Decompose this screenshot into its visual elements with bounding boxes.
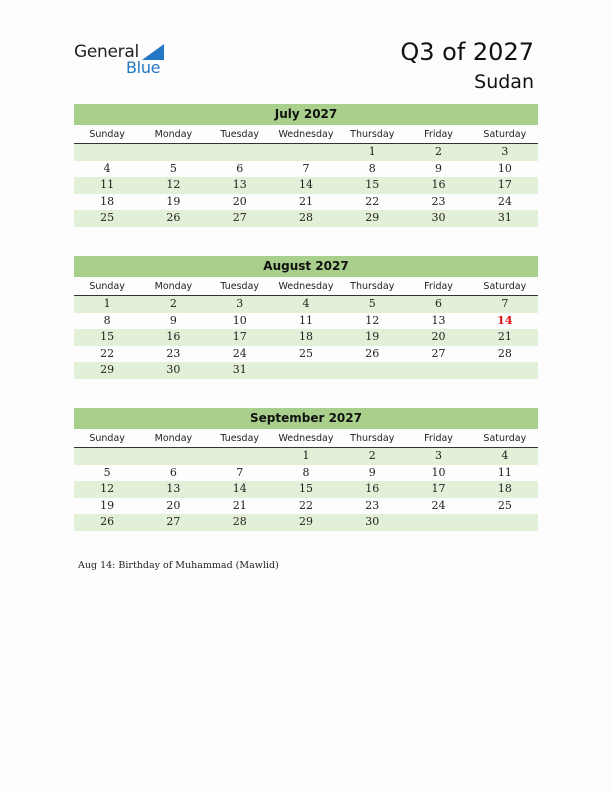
country-name: Sudan — [474, 71, 534, 93]
day-cell: 18 — [298, 330, 313, 344]
weekday-label: Tuesday — [220, 129, 260, 140]
day-cell: 13 — [232, 178, 247, 192]
week-row — [74, 465, 538, 482]
day-cell: 30 — [166, 363, 181, 377]
day-cell: 19 — [365, 330, 380, 344]
day-cell: 21 — [232, 498, 247, 512]
day-cell: 10 — [232, 313, 247, 327]
month-calendar-august — [74, 256, 538, 379]
day-cell — [273, 362, 339, 379]
day-cell — [339, 362, 405, 379]
day-cell: 28 — [497, 346, 512, 360]
day-cell: 7 — [501, 297, 509, 310]
day-cell: 15 — [100, 330, 115, 344]
day-cell: 25 — [100, 211, 115, 225]
day-cell: 22 — [100, 346, 115, 360]
day-cell: 4 — [103, 161, 111, 175]
weekday-label: Thursday — [350, 129, 395, 140]
day-cell: 1 — [368, 145, 376, 158]
day-cell: 11 — [100, 178, 115, 192]
weekday-label: Saturday — [483, 281, 527, 292]
day-cell: 28 — [232, 515, 247, 529]
day-cell: 14 — [298, 178, 313, 192]
weekday-label: Thursday — [350, 433, 395, 444]
day-cell: 15 — [365, 178, 380, 192]
logo-general-text: General — [74, 42, 139, 62]
day-cell: 1 — [103, 297, 111, 310]
day-cell: 7 — [236, 465, 244, 479]
day-cell: 16 — [166, 330, 181, 344]
week-row — [74, 144, 538, 161]
holiday-note: Aug 14: Birthday of Muhammad (Mawlid) — [78, 560, 279, 571]
day-cell: 11 — [298, 313, 313, 327]
weekday-label: Sunday — [89, 433, 125, 444]
day-cell: 29 — [365, 211, 380, 225]
holiday-day-cell: 14 — [497, 313, 513, 327]
day-cell — [405, 362, 471, 379]
general-blue-logo — [74, 42, 174, 78]
day-cell: 14 — [232, 482, 247, 496]
day-cell: 11 — [497, 465, 512, 479]
weekday-header-row — [74, 279, 538, 296]
day-cell: 24 — [431, 498, 446, 512]
day-cell: 3 — [501, 145, 509, 158]
day-cell — [273, 144, 339, 161]
weekday-header-row — [74, 431, 538, 448]
day-cell: 8 — [302, 465, 310, 479]
week-row — [74, 514, 538, 531]
day-cell: 2 — [169, 297, 177, 310]
day-cell: 12 — [100, 482, 115, 496]
day-cell: 26 — [100, 515, 115, 529]
day-cell: 29 — [298, 515, 313, 529]
day-cell: 12 — [166, 178, 181, 192]
weekday-label: Wednesday — [278, 433, 334, 444]
day-cell: 4 — [501, 449, 509, 462]
week-row — [74, 448, 538, 465]
week-row — [74, 194, 538, 211]
day-cell: 2 — [368, 449, 376, 462]
weekday-label: Friday — [424, 129, 453, 140]
day-cell: 17 — [431, 482, 446, 496]
day-cell: 5 — [103, 465, 111, 479]
day-cell: 1 — [302, 449, 310, 462]
day-cell: 8 — [368, 161, 376, 175]
day-cell: 3 — [435, 449, 443, 462]
week-row — [74, 481, 538, 498]
day-cell: 20 — [166, 498, 181, 512]
day-cell: 31 — [497, 211, 512, 225]
week-row — [74, 346, 538, 363]
day-cell: 12 — [365, 313, 380, 327]
day-cell: 18 — [497, 482, 512, 496]
day-cell: 17 — [232, 330, 247, 344]
day-cell: 4 — [302, 297, 310, 310]
day-cell: 23 — [431, 194, 446, 208]
day-cell: 26 — [365, 346, 380, 360]
day-cell: 23 — [166, 346, 181, 360]
day-cell: 8 — [103, 313, 111, 327]
month-title: July 2027 — [74, 104, 538, 125]
week-row — [74, 296, 538, 313]
week-row — [74, 161, 538, 178]
day-cell: 19 — [166, 194, 181, 208]
weekday-label: Monday — [154, 281, 193, 292]
day-cell: 5 — [368, 297, 376, 310]
weekday-label: Monday — [154, 433, 193, 444]
month-title: August 2027 — [74, 256, 538, 277]
day-cell — [472, 514, 538, 531]
week-row — [74, 313, 538, 330]
weekday-label: Friday — [424, 281, 453, 292]
day-cell: 9 — [368, 465, 376, 479]
week-row — [74, 329, 538, 346]
month-calendar-july — [74, 104, 538, 227]
page-title: Q3 of 2027 — [400, 38, 534, 66]
day-cell: 20 — [232, 194, 247, 208]
week-row — [74, 210, 538, 227]
day-cell: 22 — [365, 194, 380, 208]
weekday-label: Monday — [154, 129, 193, 140]
day-cell — [472, 362, 538, 379]
day-cell: 2 — [435, 145, 443, 158]
day-cell — [405, 514, 471, 531]
day-cell: 6 — [236, 161, 244, 175]
day-cell: 9 — [435, 161, 443, 175]
day-cell: 25 — [497, 498, 512, 512]
weekday-label: Sunday — [89, 129, 125, 140]
logo-blue-text: Blue — [126, 58, 161, 77]
day-cell: 6 — [435, 297, 443, 310]
day-cell: 13 — [431, 313, 446, 327]
day-cell: 13 — [166, 482, 181, 496]
weekday-label: Saturday — [483, 433, 527, 444]
day-cell: 21 — [497, 330, 512, 344]
day-cell: 7 — [302, 161, 310, 175]
week-row — [74, 498, 538, 515]
day-cell — [74, 144, 140, 161]
day-cell — [207, 144, 273, 161]
weekday-label: Saturday — [483, 129, 527, 140]
day-cell: 22 — [298, 498, 313, 512]
month-title: September 2027 — [74, 408, 538, 429]
day-cell: 24 — [497, 194, 512, 208]
day-cell: 16 — [365, 482, 380, 496]
day-cell: 15 — [298, 482, 313, 496]
day-cell: 20 — [431, 330, 446, 344]
day-cell: 17 — [497, 178, 512, 192]
weekday-label: Wednesday — [278, 129, 334, 140]
weekday-header-row — [74, 127, 538, 144]
day-cell: 27 — [166, 515, 181, 529]
day-cell: 10 — [497, 161, 512, 175]
day-cell: 27 — [431, 346, 446, 360]
day-cell: 23 — [365, 498, 380, 512]
day-cell: 29 — [100, 363, 115, 377]
weekday-label: Thursday — [350, 281, 395, 292]
day-cell: 10 — [431, 465, 446, 479]
month-calendar-september — [74, 408, 538, 531]
day-cell: 21 — [298, 194, 313, 208]
day-cell: 28 — [298, 211, 313, 225]
week-row — [74, 177, 538, 194]
day-cell: 16 — [431, 178, 446, 192]
day-cell: 18 — [100, 194, 115, 208]
day-cell: 24 — [232, 346, 247, 360]
day-cell — [140, 448, 206, 465]
day-cell: 30 — [365, 515, 380, 529]
week-row — [74, 362, 538, 379]
day-cell: 30 — [431, 211, 446, 225]
day-cell — [207, 448, 273, 465]
day-cell: 26 — [166, 211, 181, 225]
weekday-label: Friday — [424, 433, 453, 444]
day-cell: 19 — [100, 498, 115, 512]
day-cell — [74, 448, 140, 465]
weekday-label: Tuesday — [220, 281, 260, 292]
day-cell: 5 — [169, 161, 177, 175]
day-cell: 31 — [232, 363, 247, 377]
day-cell — [140, 144, 206, 161]
weekday-label: Wednesday — [278, 281, 334, 292]
day-cell: 9 — [169, 313, 177, 327]
weekday-label: Sunday — [89, 281, 125, 292]
day-cell: 3 — [236, 297, 244, 310]
weekday-label: Tuesday — [220, 433, 260, 444]
day-cell: 25 — [298, 346, 313, 360]
day-cell: 6 — [169, 465, 177, 479]
day-cell: 27 — [232, 211, 247, 225]
